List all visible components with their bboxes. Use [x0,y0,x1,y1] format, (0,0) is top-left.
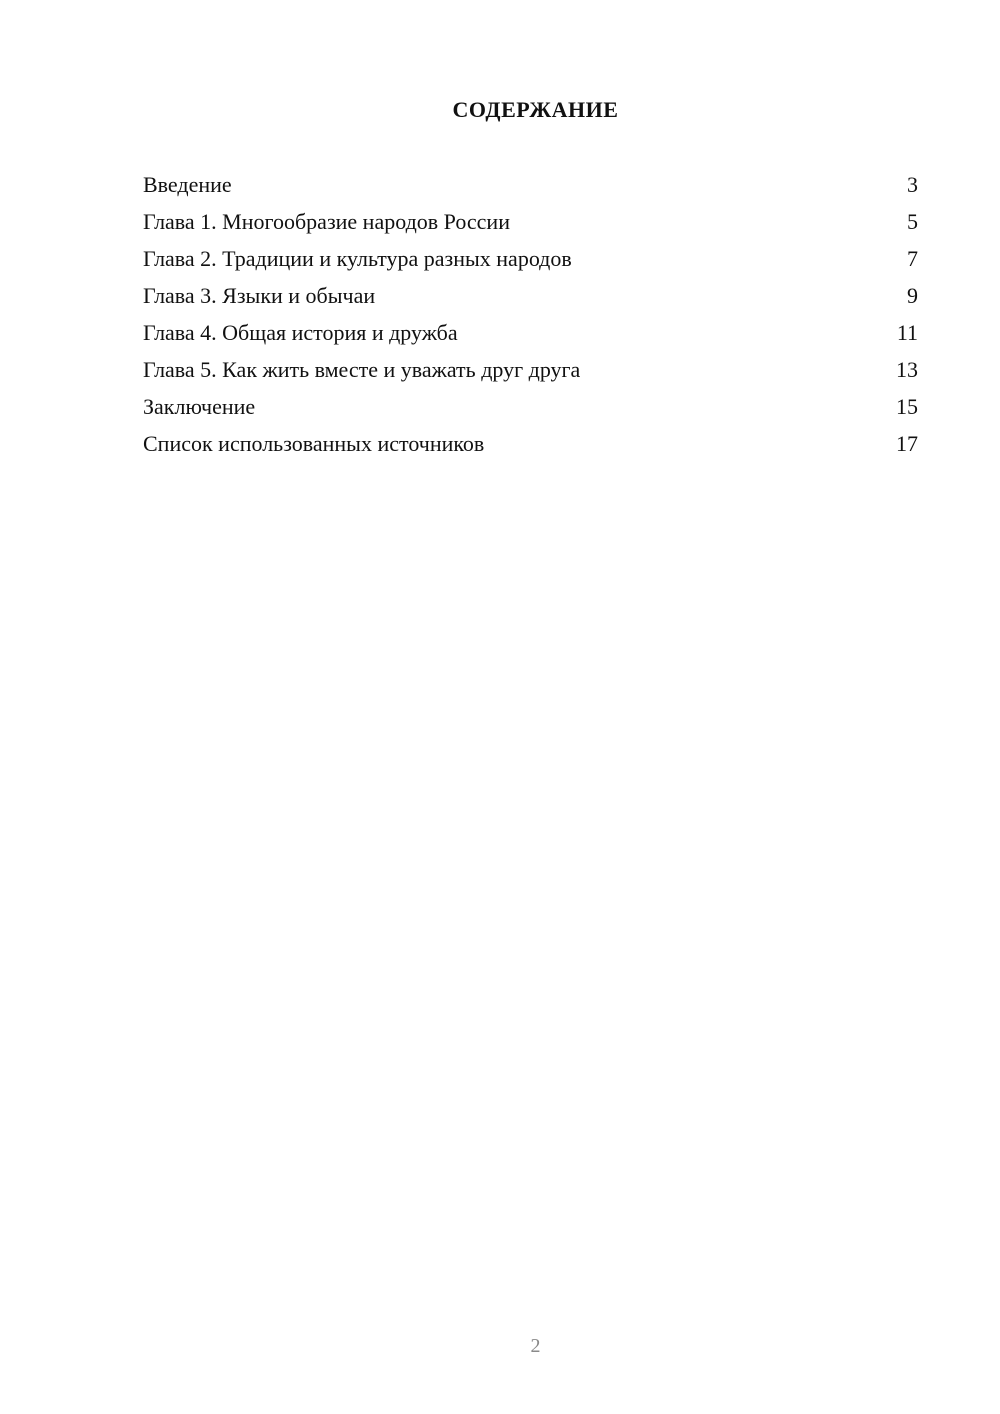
toc-item-page: 11 [896,320,918,345]
toc-item-page: 13 [896,357,918,382]
toc-item-conclusion [143,388,918,425]
toc-item-chapter-4 [143,314,918,351]
toc-item-label: Глава 4. Общая история и дружба [143,320,458,345]
toc-item-references [143,425,918,462]
toc-item-label: Введение [143,172,232,197]
toc-item-label: Глава 2. Традиции и культура разных народов [143,246,572,271]
toc-item-chapter-1 [143,203,918,240]
toc-item-chapter-3 [143,277,918,314]
table-of-contents [143,166,918,462]
toc-item-chapter-2 [143,240,918,277]
toc-item-label: Глава 3. Языки и обычаи [143,283,376,308]
page-number: 2 [530,1335,541,1357]
toc-item-label: Глава 5. Как жить вместе и уважать друг друга [143,357,581,382]
toc-item-page: 15 [896,394,918,419]
toc-item-introduction [143,166,918,203]
toc-item-label: Заключение [143,394,256,419]
toc-item-page: 9 [907,283,918,308]
toc-item-page: 17 [896,431,918,456]
toc-item-chapter-5 [143,351,918,388]
toc-title: СОДЕРЖАНИЕ [452,97,619,122]
toc-item-page: 5 [907,209,918,234]
toc-item-label: Список использованных источников [143,431,485,456]
toc-item-page: 7 [907,246,918,271]
toc-item-label: Глава 1. Многообразие народов России [143,209,510,234]
toc-item-page: 3 [907,172,918,197]
